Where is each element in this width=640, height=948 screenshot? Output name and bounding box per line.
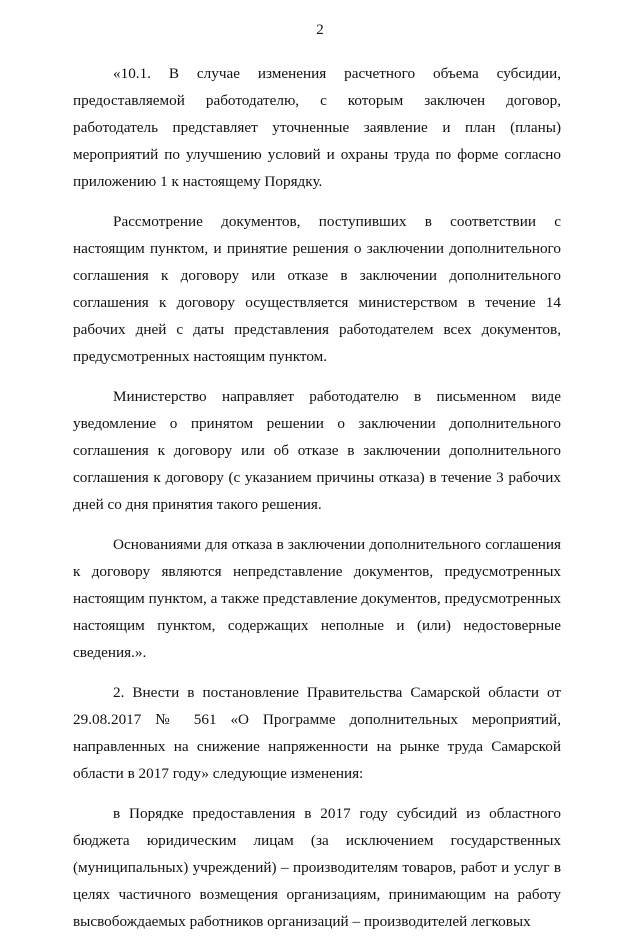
paragraph-refusal-grounds: Основаниями для отказа в заключении дополнительного соглашения к договору являются непредставление документов, предусмотренных настоящим пунктом, а также представление документов, предусмотренных настоящим пунктом, содержащих неполные и (или) недостоверные сведения.».: [73, 536, 561, 661]
paragraph-procedure: в Порядке предоставления в 2017 году субсидий из областного бюджета юридическим лицам (за исключением государственных (муниципальных) учреждений) – производителям товаров, работ и услуг в целях частичного возмещения организациям, принимающим на работу высвобождаемых работников организаций – производителей легковых: [73, 805, 561, 930]
page-number: 2: [316, 22, 324, 38]
paragraph-10-1: «10.1. В случае изменения расчетного объема субсидии, предоставляемой работодателю, с которым заключен договор, работодатель представляет уточненные заявление и план (планы) мероприятий по улучшению условий и охраны труда по форме согласно приложению 1 к настоящему Порядку.: [73, 65, 561, 190]
document-body: [73, 60, 561, 948]
paragraph-review: Рассмотрение документов, поступивших в соответствии с настоящим пунктом, и принятие решения о заключении дополнительного соглашения к договору или отказе в заключении дополнительного соглашения к договору осуществляется министерством в течение 14 рабочих дней с даты представления работодателем всех документов, предусмотренных настоящим пунктом.: [73, 213, 561, 365]
paragraph-notification: Министерство направляет работодателю в письменном виде уведомление о принятом решении о заключении дополнительного соглашения к договору или об отказе в заключении дополнительного соглашения к договору (с указанием причины отказа) в течение 3 рабочих дней со дня принятия такого решения.: [73, 388, 561, 513]
paragraph-item-2: 2. Внести в постановление Правительства Самарской области от 29.08.2017 № 561 «О Программе дополнительных мероприятий, направленных на снижение напряженности на рынке труда Самарской области в 2017 году» следующие изменения:: [73, 684, 561, 782]
